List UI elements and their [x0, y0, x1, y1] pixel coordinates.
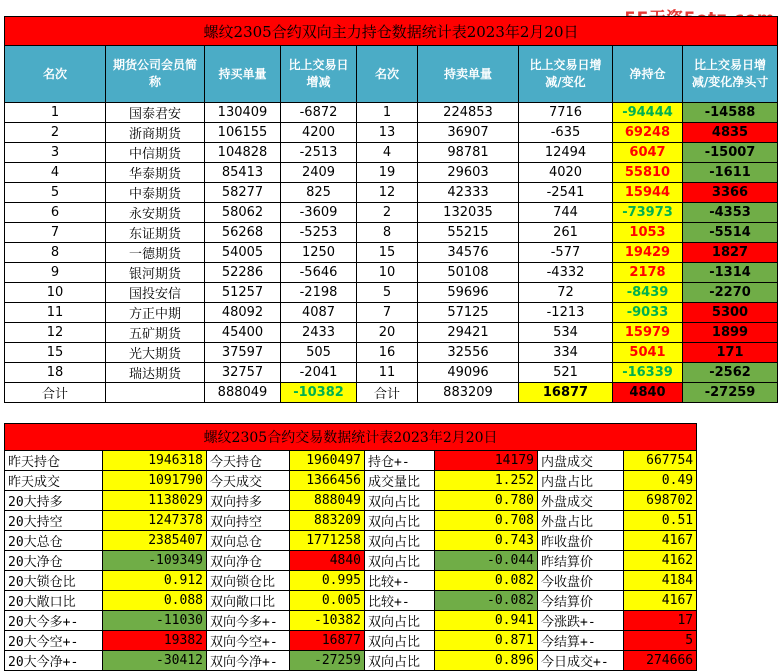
table-cell: -1314 — [683, 263, 778, 283]
table-cell: 98781 — [418, 143, 519, 163]
table-cell: -5646 — [281, 263, 357, 283]
table-cell: 15 — [5, 343, 106, 363]
value-cell: 0.896 — [435, 651, 538, 671]
table-cell: 10 — [5, 283, 106, 303]
table-cell: 72 — [519, 283, 613, 303]
table-cell: 55810 — [613, 163, 683, 183]
header-cell: 期货公司会员简称 — [106, 46, 205, 103]
table-row — [5, 631, 697, 651]
header-cell: 比上交易日增减/变化净头寸 — [683, 46, 778, 103]
table-cell: 521 — [519, 363, 613, 383]
table-cell: 36907 — [418, 123, 519, 143]
table-cell: 85413 — [205, 163, 281, 183]
table-cell: 171 — [683, 343, 778, 363]
table-row — [5, 223, 778, 243]
table-cell: 16 — [357, 343, 418, 363]
table-cell: 49096 — [418, 363, 519, 383]
table-cell: 15 — [357, 243, 418, 263]
table-cell: 12 — [357, 183, 418, 203]
label-cell: 20大敞口比 — [5, 591, 103, 611]
table-cell: -8439 — [613, 283, 683, 303]
label-cell: 今日成交+- — [538, 651, 624, 671]
table-cell: 13 — [357, 123, 418, 143]
table-cell: 浙商期货 — [106, 123, 205, 143]
value-cell: 4184 — [624, 571, 697, 591]
label-cell: 双向占比 — [365, 551, 435, 571]
table-cell: 8 — [357, 223, 418, 243]
value-cell: 1771258 — [290, 531, 365, 551]
value-cell: 0.743 — [435, 531, 538, 551]
label-cell: 昨天成交 — [5, 471, 103, 491]
table-row — [5, 323, 778, 343]
table-cell: 744 — [519, 203, 613, 223]
total-cell — [106, 383, 205, 403]
table-cell: -9033 — [613, 303, 683, 323]
label-cell: 20大今多+- — [5, 611, 103, 631]
table-cell: 一德期货 — [106, 243, 205, 263]
table-cell: 国投安信 — [106, 283, 205, 303]
table-row — [5, 471, 697, 491]
table-row — [5, 243, 778, 263]
label-cell: 今天持仓 — [207, 451, 290, 471]
header-cell: 持卖单量 — [418, 46, 519, 103]
total-cell: 883209 — [418, 383, 519, 403]
table-cell: 534 — [519, 323, 613, 343]
value-cell: -27259 — [290, 651, 365, 671]
label-cell: 双向今净+- — [207, 651, 290, 671]
table-cell: 18 — [5, 363, 106, 383]
value-cell: 1091790 — [103, 471, 207, 491]
value-cell: 0.005 — [290, 591, 365, 611]
table-cell: -15007 — [683, 143, 778, 163]
table-cell: 104828 — [205, 143, 281, 163]
value-cell: 0.995 — [290, 571, 365, 591]
table-cell: 42333 — [418, 183, 519, 203]
table-row — [5, 283, 778, 303]
table-cell: 7 — [357, 303, 418, 323]
label-cell: 双向占比 — [365, 491, 435, 511]
table-cell: 11 — [357, 363, 418, 383]
label-cell: 双向今多+- — [207, 611, 290, 631]
table-cell: 19429 — [613, 243, 683, 263]
label-cell: 内盘占比 — [538, 471, 624, 491]
label-cell: 20大净仓 — [5, 551, 103, 571]
label-cell: 双向持空 — [207, 511, 290, 531]
table-cell: 15944 — [613, 183, 683, 203]
table-cell: -2198 — [281, 283, 357, 303]
table-cell: 56268 — [205, 223, 281, 243]
value-cell: 274666 — [624, 651, 697, 671]
table-cell: 54005 — [205, 243, 281, 263]
value-cell: -10382 — [290, 611, 365, 631]
table-cell: 瑞达期货 — [106, 363, 205, 383]
table-cell: 15979 — [613, 323, 683, 343]
table-cell: -94444 — [613, 103, 683, 123]
label-cell: 今天成交 — [207, 471, 290, 491]
trade-stats-table — [4, 423, 697, 671]
table-cell: 10 — [357, 263, 418, 283]
header-cell: 持买单量 — [205, 46, 281, 103]
table-cell: 4835 — [683, 123, 778, 143]
header-cell: 净持仓 — [613, 46, 683, 103]
value-cell: 16877 — [290, 631, 365, 651]
table-cell: 6 — [5, 203, 106, 223]
value-cell: -109349 — [103, 551, 207, 571]
value-cell: 0.708 — [435, 511, 538, 531]
total-row — [5, 383, 778, 403]
table-cell: 4087 — [281, 303, 357, 323]
table-row — [5, 163, 778, 183]
label-cell: 外盘成交 — [538, 491, 624, 511]
value-cell: 17 — [624, 611, 697, 631]
label-cell: 今结算价 — [538, 591, 624, 611]
table-row — [5, 531, 697, 551]
table-cell: -2562 — [683, 363, 778, 383]
value-cell: 0.780 — [435, 491, 538, 511]
table-cell: 4 — [5, 163, 106, 183]
table-row — [5, 143, 778, 163]
table-cell: 6047 — [613, 143, 683, 163]
table-cell: 32757 — [205, 363, 281, 383]
label-cell: 双向占比 — [365, 611, 435, 631]
value-cell: 888049 — [290, 491, 365, 511]
table-cell: 3366 — [683, 183, 778, 203]
label-cell: 成交量比 — [365, 471, 435, 491]
table-cell: 224853 — [418, 103, 519, 123]
value-cell: 1960497 — [290, 451, 365, 471]
label-cell: 20大持空 — [5, 511, 103, 531]
label-cell: 持仓+- — [365, 451, 435, 471]
table1-title: 螺纹2305合约双向主力持仓数据统计表2023年2月20日 — [5, 17, 778, 46]
table-cell: 4200 — [281, 123, 357, 143]
table1-header-row — [5, 46, 778, 103]
label-cell: 比较+- — [365, 571, 435, 591]
table-cell: 45400 — [205, 323, 281, 343]
table-row — [5, 263, 778, 283]
table-cell: -2041 — [281, 363, 357, 383]
table-cell: 19 — [357, 163, 418, 183]
table-row — [5, 103, 778, 123]
table-row — [5, 511, 697, 531]
label-cell: 昨天持仓 — [5, 451, 103, 471]
label-cell: 昨结算价 — [538, 551, 624, 571]
table-cell: 5300 — [683, 303, 778, 323]
value-cell: 0.941 — [435, 611, 538, 631]
table-cell: -2541 — [519, 183, 613, 203]
value-cell: 4840 — [290, 551, 365, 571]
value-cell: 667754 — [624, 451, 697, 471]
table-row — [5, 451, 697, 471]
label-cell: 双向占比 — [365, 511, 435, 531]
table-row — [5, 343, 778, 363]
table-cell: 132035 — [418, 203, 519, 223]
position-stats-table — [4, 16, 778, 403]
label-cell: 双向持多 — [207, 491, 290, 511]
value-cell: 698702 — [624, 491, 697, 511]
table-cell: 2178 — [613, 263, 683, 283]
table-cell: 58277 — [205, 183, 281, 203]
header-cell: 比上交易日增减 — [281, 46, 357, 103]
value-cell: 14179 — [435, 451, 538, 471]
label-cell: 双向敞口比 — [207, 591, 290, 611]
label-cell: 今收盘价 — [538, 571, 624, 591]
table-row — [5, 123, 778, 143]
value-cell: 0.088 — [103, 591, 207, 611]
table-cell: -1611 — [683, 163, 778, 183]
table-cell: 12 — [5, 323, 106, 343]
table-cell: 130409 — [205, 103, 281, 123]
value-cell: 0.51 — [624, 511, 697, 531]
table-row — [5, 611, 697, 631]
table-cell: -16339 — [613, 363, 683, 383]
value-cell: 1366456 — [290, 471, 365, 491]
label-cell: 比较+- — [365, 591, 435, 611]
table-cell: 5041 — [613, 343, 683, 363]
value-cell: -0.044 — [435, 551, 538, 571]
label-cell: 双向总仓 — [207, 531, 290, 551]
table-cell: 永安期货 — [106, 203, 205, 223]
table-cell: -6872 — [281, 103, 357, 123]
value-cell: -11030 — [103, 611, 207, 631]
table-cell: 69248 — [613, 123, 683, 143]
table-cell: 261 — [519, 223, 613, 243]
table-cell: -577 — [519, 243, 613, 263]
table-cell: 29421 — [418, 323, 519, 343]
label-cell: 20大锁仓比 — [5, 571, 103, 591]
table-cell: 4 — [357, 143, 418, 163]
table-cell: -1213 — [519, 303, 613, 323]
table-cell: 中信期货 — [106, 143, 205, 163]
value-cell: 1.252 — [435, 471, 538, 491]
value-cell: -0.082 — [435, 591, 538, 611]
table-row — [5, 651, 697, 671]
table-cell: 华泰期货 — [106, 163, 205, 183]
table-cell: -3609 — [281, 203, 357, 223]
table-cell: -2270 — [683, 283, 778, 303]
label-cell: 昨收盘价 — [538, 531, 624, 551]
table-cell: 12494 — [519, 143, 613, 163]
table-cell: 51257 — [205, 283, 281, 303]
label-cell: 20大今净+- — [5, 651, 103, 671]
table-cell: 银河期货 — [106, 263, 205, 283]
value-cell: 0.082 — [435, 571, 538, 591]
value-cell: -30412 — [103, 651, 207, 671]
table-cell: 58062 — [205, 203, 281, 223]
table-cell: -14588 — [683, 103, 778, 123]
header-cell: 名次 — [357, 46, 418, 103]
table2-title: 螺纹2305合约交易数据统计表2023年2月20日 — [5, 424, 697, 451]
table-cell: 57125 — [418, 303, 519, 323]
value-cell: 4162 — [624, 551, 697, 571]
table-cell: 国泰君安 — [106, 103, 205, 123]
value-cell: 5 — [624, 631, 697, 651]
value-cell: 0.871 — [435, 631, 538, 651]
header-cell: 名次 — [5, 46, 106, 103]
total-cell: 合计 — [357, 383, 418, 403]
label-cell: 双向今空+- — [207, 631, 290, 651]
value-cell: 0.912 — [103, 571, 207, 591]
table-cell: 32556 — [418, 343, 519, 363]
table-cell: 825 — [281, 183, 357, 203]
table-cell: 34576 — [418, 243, 519, 263]
table-cell: 48092 — [205, 303, 281, 323]
table-cell: 中泰期货 — [106, 183, 205, 203]
table-cell: 1827 — [683, 243, 778, 263]
label-cell: 双向占比 — [365, 631, 435, 651]
table-cell: 50108 — [418, 263, 519, 283]
table-cell: 59696 — [418, 283, 519, 303]
table-cell: 334 — [519, 343, 613, 363]
table-cell: 29603 — [418, 163, 519, 183]
total-cell: 16877 — [519, 383, 613, 403]
value-cell: 19382 — [103, 631, 207, 651]
table-cell: 106155 — [205, 123, 281, 143]
label-cell: 今涨跌+- — [538, 611, 624, 631]
table-cell: -5253 — [281, 223, 357, 243]
table-cell: 4020 — [519, 163, 613, 183]
value-cell: 4167 — [624, 531, 697, 551]
table-row — [5, 571, 697, 591]
value-cell: 1946318 — [103, 451, 207, 471]
table-row — [5, 203, 778, 223]
table-cell: 方正中期 — [106, 303, 205, 323]
value-cell: 1138029 — [103, 491, 207, 511]
label-cell: 双向占比 — [365, 651, 435, 671]
table-cell: 7 — [5, 223, 106, 243]
table-cell: 20 — [357, 323, 418, 343]
label-cell: 外盘占比 — [538, 511, 624, 531]
value-cell: 2385407 — [103, 531, 207, 551]
table-cell: 2 — [357, 203, 418, 223]
table-cell: 东证期货 — [106, 223, 205, 243]
table-cell: -2513 — [281, 143, 357, 163]
table-cell: 5 — [5, 183, 106, 203]
table-cell: 7716 — [519, 103, 613, 123]
table-cell: 8 — [5, 243, 106, 263]
table-cell: 3 — [5, 143, 106, 163]
table-row — [5, 591, 697, 611]
table-cell: 5 — [357, 283, 418, 303]
table-cell: 9 — [5, 263, 106, 283]
table-cell: 1 — [5, 103, 106, 123]
table-row — [5, 491, 697, 511]
total-cell: 4840 — [613, 383, 683, 403]
label-cell: 今结算+- — [538, 631, 624, 651]
table-cell: 1250 — [281, 243, 357, 263]
total-cell: -27259 — [683, 383, 778, 403]
header-cell: 比上交易日增减/变化 — [519, 46, 613, 103]
label-cell: 20大今空+- — [5, 631, 103, 651]
table-cell: 1053 — [613, 223, 683, 243]
table-cell: 2433 — [281, 323, 357, 343]
table-cell: 1899 — [683, 323, 778, 343]
table-cell: 1 — [357, 103, 418, 123]
table-cell: 52286 — [205, 263, 281, 283]
table-cell: 505 — [281, 343, 357, 363]
table-cell: -4332 — [519, 263, 613, 283]
total-cell: 888049 — [205, 383, 281, 403]
label-cell: 内盘成交 — [538, 451, 624, 471]
label-cell: 双向占比 — [365, 531, 435, 551]
total-cell: 合计 — [5, 383, 106, 403]
table-cell: 37597 — [205, 343, 281, 363]
table-cell: -73973 — [613, 203, 683, 223]
label-cell: 双向净仓 — [207, 551, 290, 571]
table-cell: 2409 — [281, 163, 357, 183]
table-cell: 11 — [5, 303, 106, 323]
table-cell: 55215 — [418, 223, 519, 243]
table-cell: -5514 — [683, 223, 778, 243]
table-cell: -4353 — [683, 203, 778, 223]
value-cell: 883209 — [290, 511, 365, 531]
table-row — [5, 303, 778, 323]
value-cell: 0.49 — [624, 471, 697, 491]
total-cell: -10382 — [281, 383, 357, 403]
table-row — [5, 551, 697, 571]
table-cell: -635 — [519, 123, 613, 143]
table-cell: 光大期货 — [106, 343, 205, 363]
value-cell: 1247378 — [103, 511, 207, 531]
table-row — [5, 363, 778, 383]
label-cell: 20大总仓 — [5, 531, 103, 551]
table-cell: 五矿期货 — [106, 323, 205, 343]
table-row — [5, 183, 778, 203]
label-cell: 双向锁仓比 — [207, 571, 290, 591]
value-cell: 4167 — [624, 591, 697, 611]
table-cell: 2 — [5, 123, 106, 143]
label-cell: 20大持多 — [5, 491, 103, 511]
